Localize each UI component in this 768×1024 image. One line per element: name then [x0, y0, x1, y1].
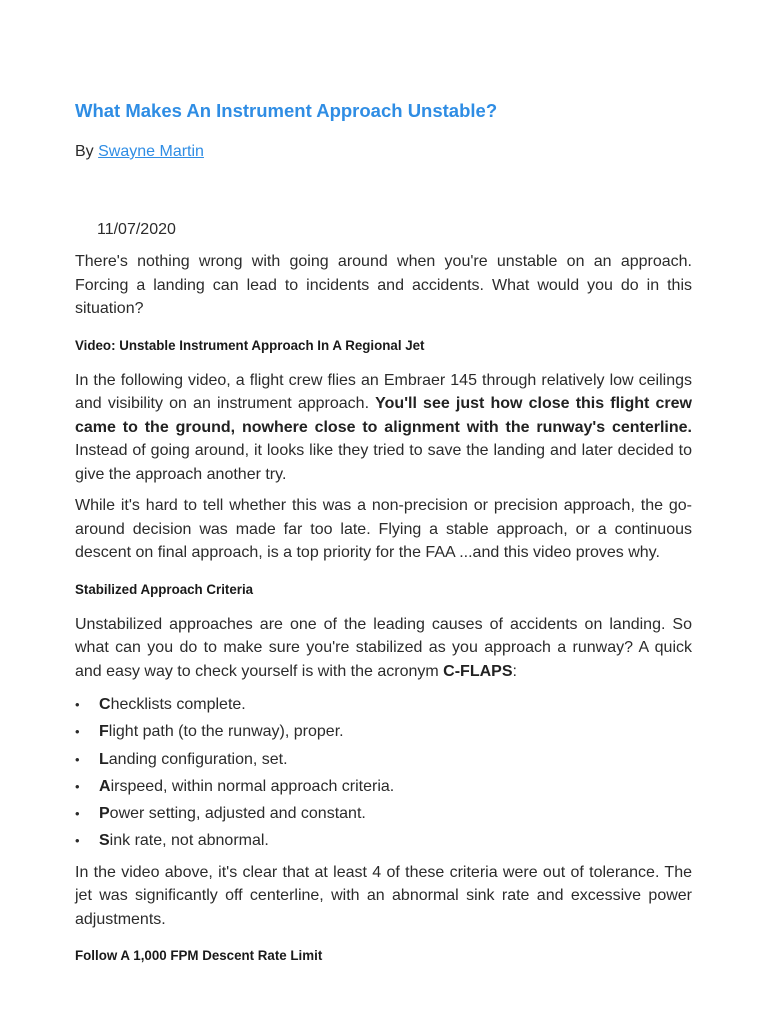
criteria-paragraph-end: :	[512, 662, 517, 680]
list-item	[75, 746, 692, 773]
list-item-text: ower setting, adjusted and constant.	[109, 805, 366, 823]
video-paragraph-bold: You'll see just how close this flight crew came to the ground, nowhere close to alignment with the runway's centerline.	[75, 395, 693, 436]
go-around-paragraph: While it's hard to tell whether this was a non-precision or precision approach, the go-around decision was made far too late. Flying a stable approach, or a continuous descent on final approach, is a top priority for the FAA ...and this video proves why.	[75, 497, 692, 561]
video-paragraph-end: Instead of going around, it looks like they tried to save the landing and later decided to give the approach another try.	[75, 442, 692, 483]
list-item	[75, 718, 692, 745]
list-item-text: irspeed, within normal approach criteria.	[110, 777, 395, 795]
section-heading-criteria: Stabilized Approach Criteria	[75, 581, 254, 598]
criteria-paragraph	[75, 613, 692, 684]
list-item-letter: S	[99, 832, 110, 850]
publish-date: 11/07/2020	[97, 221, 176, 238]
list-item-text: hecklists complete.	[110, 696, 246, 713]
list-item-letter: A	[99, 777, 111, 795]
article-title: What Makes An Instrument Approach Unstable?	[75, 100, 498, 121]
author-link[interactable]: Swayne Martin	[98, 143, 204, 160]
list-item-text: anding configuration, set.	[108, 750, 288, 768]
list-item	[75, 691, 692, 718]
tolerance-paragraph: In the video above, it's clear that at least 4 of these criteria were out of tolerance. The jet was significantly off centerline, with an abnormal sink rate and excessive power adjustments.	[75, 863, 692, 928]
list-item-letter: C	[99, 696, 111, 713]
article-body	[75, 250, 692, 979]
video-paragraph	[75, 369, 692, 487]
list-item	[75, 773, 692, 800]
video-paragraph-start: In the following video, a flight crew flies an Embraer 145 through relatively low ceilings and visibility on an instrument approach.	[75, 371, 692, 412]
list-item-letter: L	[99, 750, 109, 768]
list-item-letter: P	[99, 805, 110, 823]
section-heading-video: Video: Unstable Instrument Approach In A Regional Jet	[75, 337, 425, 354]
list-item	[75, 800, 692, 827]
list-item-text: light path (to the runway), proper.	[108, 723, 344, 741]
list-item-text: ink rate, not abnormal.	[109, 832, 269, 850]
byline-prefix: By	[75, 143, 94, 160]
list-item	[75, 827, 692, 854]
criteria-paragraph-start: Unstabilized approaches are one of the leading causes of accidents on landing. So what can you do to make sure you're stabilized as you approach a runway? A quick and easy way to check yourself is with the acronym	[75, 615, 692, 680]
list-item-letter: F	[99, 723, 109, 741]
acronym: C-FLAPS	[443, 662, 513, 680]
cflaps-list	[75, 691, 692, 855]
byline	[75, 143, 204, 161]
section-heading-descent: Follow A 1,000 FPM Descent Rate Limit	[75, 948, 323, 965]
intro-paragraph: There's nothing wrong with going around when you're unstable on an approach. Forcing a landing can lead to incidents and accidents. What would you do in this situation?	[75, 253, 692, 317]
